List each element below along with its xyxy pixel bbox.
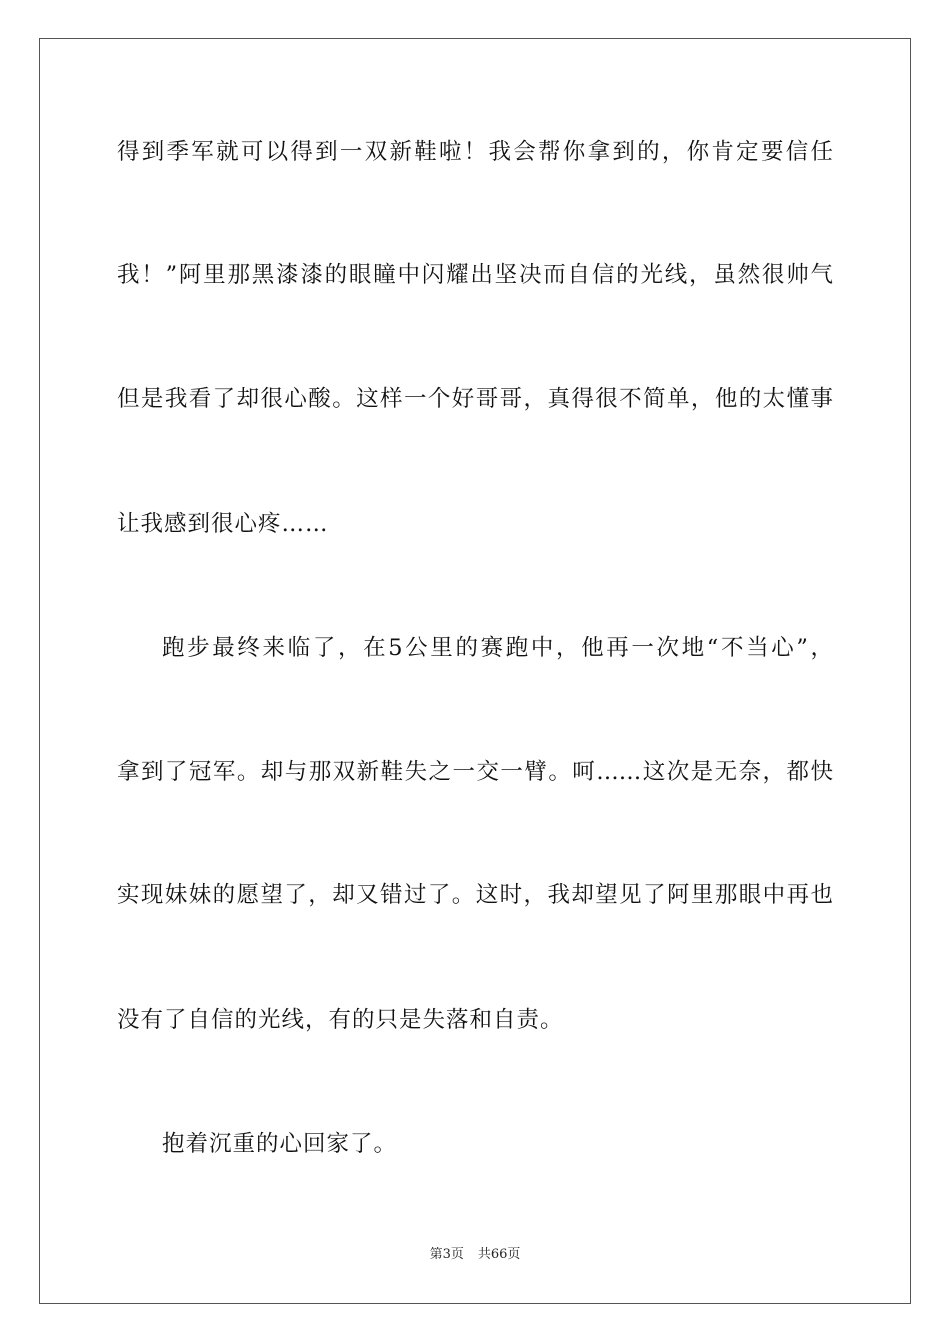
body-text-line: 但是我看了却很心酸。这样一个好哥哥，真得很不简单，他的太懂事 (117, 386, 833, 412)
paragraph-first-line: 跑步最终来临了，在5公里的赛跑中，他再一次地“不当心”， (162, 635, 833, 661)
body-text-line: 我！”阿里那黑漆漆的眼瞳中闪耀出坚决而自信的光线，虽然很帅气 (117, 262, 833, 288)
body-text-line: 让我感到很心疼…… (117, 511, 329, 537)
body-text-line: 没有了自信的光线，有的只是失落和自责。 (117, 1007, 564, 1033)
body-text-line: 拿到了冠军。却与那双新鞋失之一交一臂。呵……这次是无奈，都快 (117, 759, 833, 785)
page-footer (0, 1246, 950, 1264)
body-text-line: 得到季军就可以得到一双新鞋啦！我会帮你拿到的，你肯定要信任 (117, 139, 833, 165)
page-border (39, 38, 911, 1304)
paragraph-first-line: 抱着沉重的心回家了。 (162, 1131, 398, 1157)
page-number: 第3页 (429, 1247, 464, 1262)
page-total: 共66页 (477, 1247, 521, 1262)
body-text-line: 实现妹妹的愿望了，却又错过了。这时，我却望见了阿里那眼中再也 (117, 882, 833, 908)
